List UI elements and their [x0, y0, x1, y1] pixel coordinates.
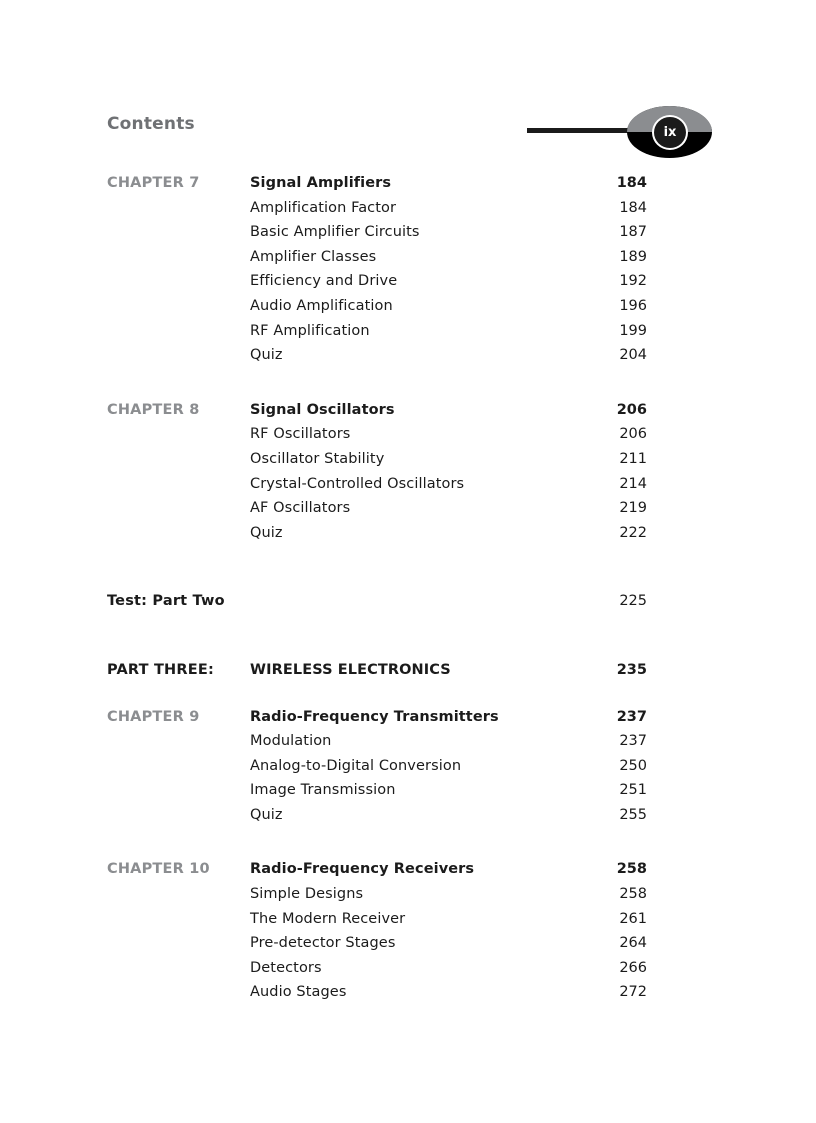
toc-entry-title: Modulation: [250, 733, 332, 750]
toc-entry-page: 192: [619, 273, 647, 290]
toc-entry-page: 255: [619, 806, 647, 823]
toc-entry-page: 219: [619, 500, 647, 517]
toc-entry-title: Oscillator Stability: [250, 450, 385, 467]
toc-chapter-row[interactable]: [107, 861, 717, 886]
toc-entry-row[interactable]: [107, 298, 717, 323]
toc-entry-page: 206: [619, 426, 647, 443]
toc-entry-row[interactable]: [107, 273, 717, 298]
toc-chapter-title: Signal Oscillators: [250, 401, 395, 418]
toc-entry-title: Analog-to-Digital Conversion: [250, 757, 462, 774]
toc-entry-title: Audio Stages: [250, 984, 347, 1001]
toc-chapter-page: 184: [616, 175, 647, 191]
toc-entry-title: AF Oscillators: [250, 500, 351, 517]
toc-group: [107, 662, 717, 687]
toc-entry-row[interactable]: [107, 476, 717, 501]
toc-entry-title: Quiz: [250, 347, 283, 364]
toc-group: [107, 861, 717, 1009]
toc-chapter-label: CHAPTER 7: [107, 175, 200, 191]
toc-entry-row[interactable]: [107, 426, 717, 451]
toc-entry-page: 272: [619, 984, 647, 1001]
toc-chapter-title: Radio-Frequency Transmitters: [250, 708, 499, 725]
toc-entry-row[interactable]: [107, 451, 717, 476]
toc-spacer: [107, 687, 717, 709]
toc-group: [107, 175, 717, 372]
toc-chapter-title: Radio-Frequency Receivers: [250, 861, 475, 878]
page-title: Contents: [107, 114, 195, 134]
page-header: [107, 108, 717, 160]
toc-entry-title: Quiz: [250, 524, 283, 541]
toc-spacer: [107, 549, 717, 593]
table-of-contents: [107, 175, 717, 1009]
toc-entry-page: 266: [619, 959, 647, 976]
toc-entry-page: 264: [619, 935, 647, 952]
toc-test-row[interactable]: [107, 593, 717, 618]
toc-entry-title: Amplifier Classes: [250, 248, 377, 265]
toc-entry-row[interactable]: [107, 224, 717, 249]
toc-entry-row[interactable]: [107, 984, 717, 1009]
toc-entry-page: 251: [619, 782, 647, 799]
toc-entry-page: 211: [619, 450, 647, 467]
toc-chapter-page: 258: [616, 861, 647, 878]
toc-spacer: [107, 831, 717, 861]
toc-entry-row[interactable]: [107, 807, 717, 832]
toc-entry-row[interactable]: [107, 782, 717, 807]
toc-test-label: Test: Part Two: [107, 593, 225, 610]
toc-part-page: 235: [616, 661, 647, 678]
toc-entry-page: 214: [619, 475, 647, 492]
toc-entry-page: 196: [619, 297, 647, 314]
toc-entry-page: 222: [619, 524, 647, 541]
toc-entry-title: Efficiency and Drive: [250, 273, 398, 290]
toc-entry-row[interactable]: [107, 911, 717, 936]
toc-entry-page: 237: [619, 733, 647, 750]
toc-chapter-row[interactable]: [107, 709, 717, 734]
toc-part-label: PART THREE:: [107, 661, 214, 678]
toc-entry-title: Quiz: [250, 806, 283, 823]
toc-entry-title: RF Oscillators: [250, 426, 351, 443]
toc-entry-page: 189: [619, 248, 647, 265]
toc-entry-row[interactable]: [107, 200, 717, 225]
toc-chapter-label: CHAPTER 10: [107, 861, 210, 878]
toc-part-row[interactable]: [107, 662, 717, 687]
toc-entry-page: 187: [619, 224, 647, 241]
toc-spacer: [107, 372, 717, 402]
toc-entry-row[interactable]: [107, 323, 717, 348]
toc-chapter-page: 206: [616, 401, 647, 418]
toc-entry-title: Pre-detector Stages: [250, 935, 396, 952]
toc-chapter-row[interactable]: [107, 402, 717, 427]
toc-entry-row[interactable]: [107, 249, 717, 274]
toc-spacer: [107, 618, 717, 662]
toc-chapter-page: 237: [616, 708, 647, 725]
toc-entry-title: Detectors: [250, 959, 322, 976]
toc-chapter-label: CHAPTER 8: [107, 401, 200, 418]
toc-chapter-row[interactable]: [107, 175, 717, 200]
toc-entry-title: Audio Amplification: [250, 297, 393, 314]
toc-entry-title: RF Amplification: [250, 322, 370, 339]
toc-entry-title: Basic Amplifier Circuits: [250, 224, 420, 241]
toc-group: [107, 593, 717, 618]
toc-entry-row[interactable]: [107, 758, 717, 783]
toc-entry-row[interactable]: [107, 525, 717, 550]
toc-entry-title: Simple Designs: [250, 886, 364, 903]
toc-part-title: WIRELESS ELECTRONICS: [250, 661, 451, 678]
toc-entry-title: Amplification Factor: [250, 199, 397, 216]
toc-entry-title: Image Transmission: [250, 782, 396, 799]
toc-entry-row[interactable]: [107, 347, 717, 372]
toc-entry-page: 184: [619, 199, 647, 216]
page-number-badge: [627, 106, 712, 158]
toc-test-page: 225: [619, 593, 647, 610]
toc-entry-page: 261: [619, 910, 647, 927]
toc-chapter-label: CHAPTER 9: [107, 708, 200, 725]
toc-entry-row[interactable]: [107, 500, 717, 525]
toc-entry-row[interactable]: [107, 935, 717, 960]
toc-entry-row[interactable]: [107, 886, 717, 911]
toc-chapter-title: Signal Amplifiers: [250, 175, 392, 191]
toc-entry-page: 258: [619, 886, 647, 903]
toc-entry-row[interactable]: [107, 733, 717, 758]
toc-entry-row[interactable]: [107, 960, 717, 985]
toc-entry-title: Crystal-Controlled Oscillators: [250, 475, 465, 492]
toc-entry-page: 199: [619, 322, 647, 339]
toc-entry-page: 250: [619, 757, 647, 774]
toc-entry-page: 204: [619, 347, 647, 364]
page-number-label: ix: [663, 125, 677, 140]
toc-group: [107, 402, 717, 550]
toc-group: [107, 709, 717, 832]
toc-entry-title: The Modern Receiver: [250, 910, 406, 927]
